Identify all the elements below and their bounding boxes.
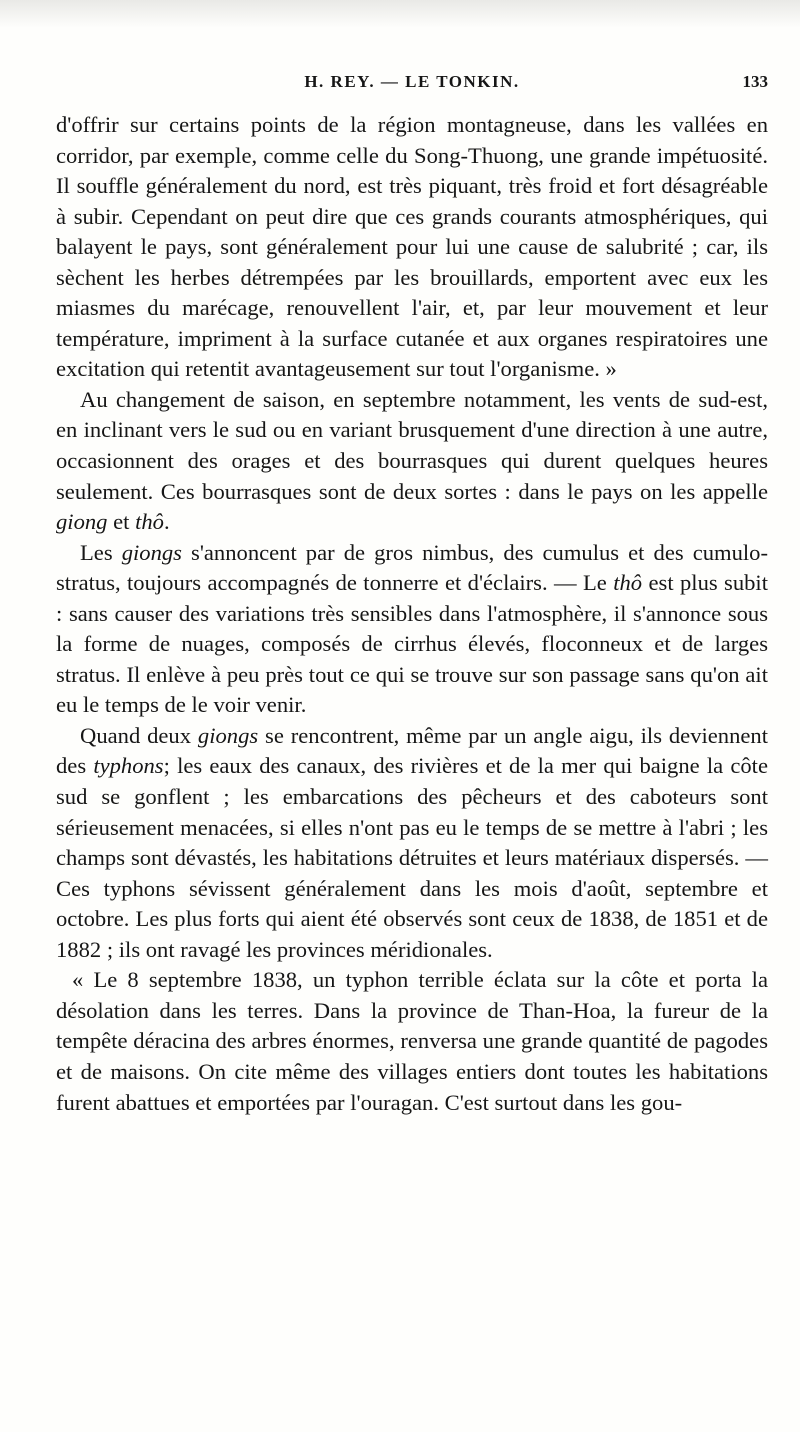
italic-term: giongs — [197, 722, 259, 748]
italic-term: giong — [56, 509, 108, 535]
paragraph — [56, 965, 768, 1118]
running-head: H. REY. — LE TONKIN. — [304, 72, 520, 91]
italic-term: typhons — [93, 753, 164, 779]
text-run: et — [107, 509, 136, 535]
text-run: Au changement de saison, en septembre notamment, les vents de sud-est, en inclinant vers le sud ou en variant brusquement d'une direction à une autre, occasionnent des orages et des bourrasques qui durent quelques heures seulement. Ces bourrasques sont de deux sortes : dans le pays on les appelle — [56, 386, 768, 504]
text-run: . — [163, 509, 170, 535]
paragraph — [56, 385, 768, 538]
body-text — [56, 110, 768, 1118]
page-top-shadow — [0, 0, 800, 28]
italic-term: thô — [135, 509, 164, 535]
italic-term: thô — [613, 570, 643, 596]
text-run: d'offrir sur certains points de la région montagneuse, dans les vallées en corridor, par exemple, comme celle du Song-Thuong, une grande impétuosité. Il souffle généralement du nord, est très piquant, très froid et fort désagréable à subir. Cependant on peut dire que ces grands courants atmosphériques, qui balayent le pays, sont généralement pour lui une cause de salubrité ; car, ils sèchent les herbes détrempées par les brouillards, emportent avec eux les miasmes du marécage, renouvellent l'air, et, par leur mouvement et leur température, impriment à la surface cutanée et aux organes respiratoires une excitation qui retentit avantageusement sur tout l'organisme. » — [56, 112, 768, 382]
text-run: Quand deux — [80, 722, 198, 748]
text-run: est plus subit : sans causer des variations très sensibles dans l'atmosphère, il s'annonce sous la forme de nuages, composés de cirrhus élevés, floconneux et de larges stratus. Il enlève à peu près tout ce qui se trouve sur son passage sans qu'on ait eu le temps de le voir venir. — [56, 570, 768, 718]
text-run: s'annoncent par de gros nimbus, des cumulus et des cumulo-stratus, toujours accompagnés de tonnerre et d'éclairs. — Le — [56, 539, 769, 596]
text-run: se rencontrent, même par un angle aigu, ils deviennent des — [56, 722, 768, 779]
paragraph — [56, 721, 768, 965]
italic-term: giongs — [121, 539, 182, 565]
page-number: 133 — [742, 72, 768, 91]
page-header — [56, 72, 768, 98]
paragraph — [56, 538, 768, 721]
text-run: Les — [80, 539, 122, 565]
text-run: ; les eaux des canaux, des rivières et de la mer qui baigne la côte sud se gonflent ; les embarcations des pêcheurs et des caboteurs sont sérieusement menacées, si elles n'ont pas eu le temps de se mettre à l'abri ; les champs sont dévastés, les habitations détruites et leurs matériaux dispersés. — Ces typhons sévissent généralement dans les mois d'août, septembre et octobre. Les plus forts qui aient été observés sont ceux de 1838, de 1851 et de 1882 ; ils ont ravagé les provinces méridionales. — [56, 753, 768, 962]
paragraph — [56, 110, 768, 385]
text-run: « Le 8 septembre 1838, un typhon terrible éclata sur la côte et porta la désolation dans les terres. Dans la province de Than-Hoa, la fureur de la tempête déracina des arbres énormes, renversa une grande quantité de pagodes et de maisons. On cite même des villages entiers dont toutes les habitations furent abattues et emportées par l'ouragan. C'est surtout dans les gou- — [56, 967, 768, 1115]
